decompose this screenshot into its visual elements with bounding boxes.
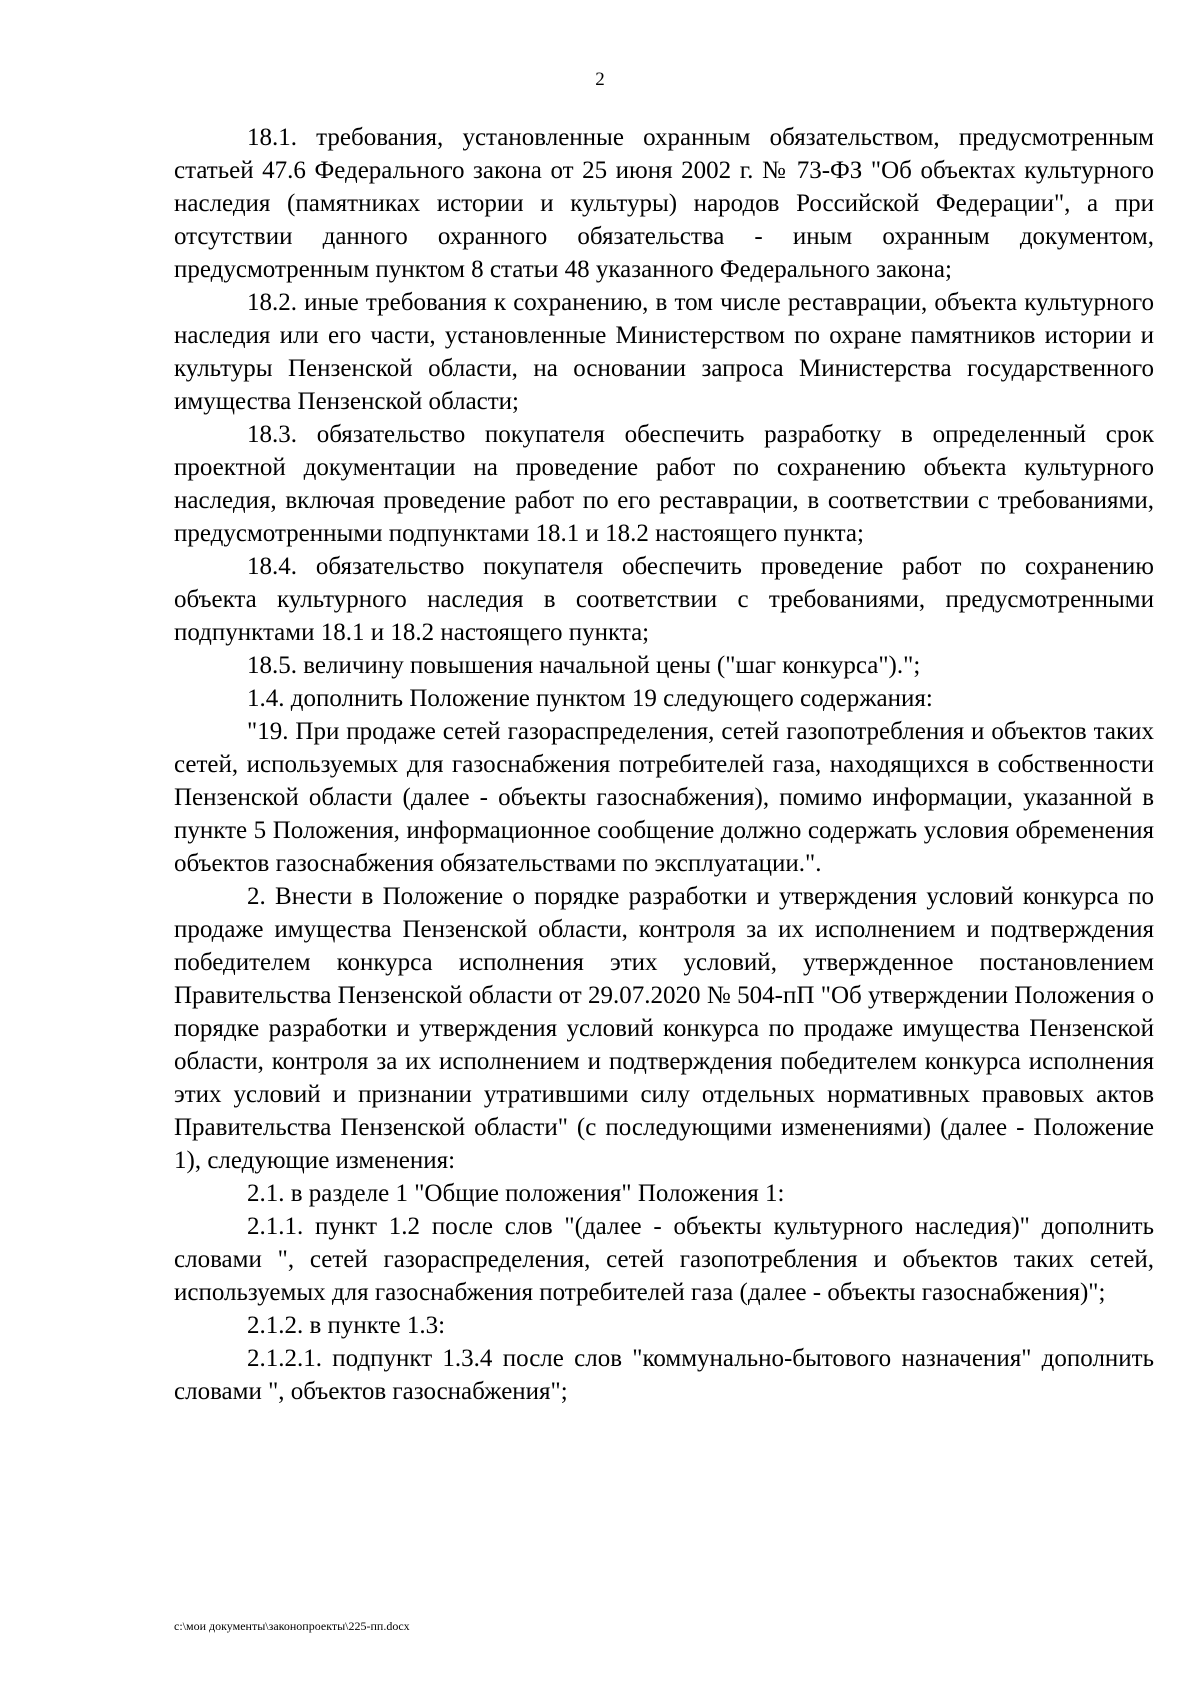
paragraph-19: "19. При продаже сетей газораспределения, сетей газопотребления и объектов таких сетей, используемых для газоснабжения потребителей газа, находящихся в собственности Пензенской области (далее - объекты газоснабжения), помимо информации, указанной в пункте 5 Положения, информационное сообщение должно содержать условия обременения объектов газоснабжения обязательствами по эксплуатации.". — [174, 718, 1154, 877]
paragraph-2: 2. Внести в Положение о порядке разработки и утверждения условий конкурса по продаже имущества Пензенской области, контроля за их исполнением и подтверждения победителем конкурса исполнения этих условий, утвержденное постановлением Правительства Пензенской области от 29.07.2020 № 504-пП "Об утверждении Положения о порядке разработки и утверждения условий конкурса по продаже имущества Пензенской области, контроля за их исполнением и подтверждения победителем конкурса исполнения этих условий и признании утратившими силу отдельных нормативных правовых актов Правительства Пензенской области" (с последующими изменениями) (далее - Положение 1), следующие изменения: — [174, 883, 1154, 1174]
paragraph-2-1-2-1: 2.1.2.1. подпункт 1.3.4 после слов "коммунально-бытового назначения" дополнить словами ", объектов газоснабжения"; — [174, 1345, 1154, 1405]
paragraph-18-4: 18.4. обязательство покупателя обеспечить проведение работ по сохранению объекта культурного наследия в соответствии с требованиями, предусмотренными подпунктами 18.1 и 18.2 настоящего пункта; — [174, 553, 1154, 646]
paragraph-18-5: 18.5. величину повышения начальной цены ("шаг конкурса")."; — [247, 652, 921, 679]
paragraph-2-1-2: 2.1.2. в пункте 1.3: — [247, 1312, 446, 1339]
document-body — [174, 121, 1154, 1408]
page-number: 2 — [595, 69, 605, 90]
paragraph-2-1: 2.1. в разделе 1 "Общие положения" Положения 1: — [247, 1180, 785, 1207]
paragraph-18-2: 18.2. иные требования к сохранению, в том числе реставрации, объекта культурного наследия или его части, установленные Министерством по охране памятников истории и культуры Пензенской области, на основании запроса Министерства государственного имущества Пензенской области; — [174, 289, 1154, 415]
paragraph-18-3: 18.3. обязательство покупателя обеспечить разработку в определенный срок проектной документации на проведение работ по сохранению объекта культурного наследия, включая проведение работ по его реставрации, в соответствии с требованиями, предусмотренными подпунктами 18.1 и 18.2 настоящего пункта; — [174, 421, 1154, 547]
footer-file-path: c:\мои документы\законопроекты\225-пп.docx — [174, 1619, 410, 1633]
paragraph-1-4: 1.4. дополнить Положение пунктом 19 следующего содержания: — [247, 685, 933, 712]
paragraph-2-1-1: 2.1.1. пункт 1.2 после слов "(далее - объекты культурного наследия)" дополнить словами ", сетей газораспределения, сетей газопотребления и объектов таких сетей, используемых для газоснабжения потребителей газа (далее - объекты газоснабжения)"; — [174, 1213, 1154, 1306]
paragraph-18-1: 18.1. требования, установленные охранным обязательством, предусмотренным статьей 47.6 Федерального закона от 25 июня 2002 г. № 73-ФЗ "Об объектах культурного наследия (памятниках истории и культуры) народов Российской Федерации", а при отсутствии данного охранного обязательства - иным охранным документом, предусмотренным пунктом 8 статьи 48 указанного Федерального закона; — [174, 124, 1154, 283]
